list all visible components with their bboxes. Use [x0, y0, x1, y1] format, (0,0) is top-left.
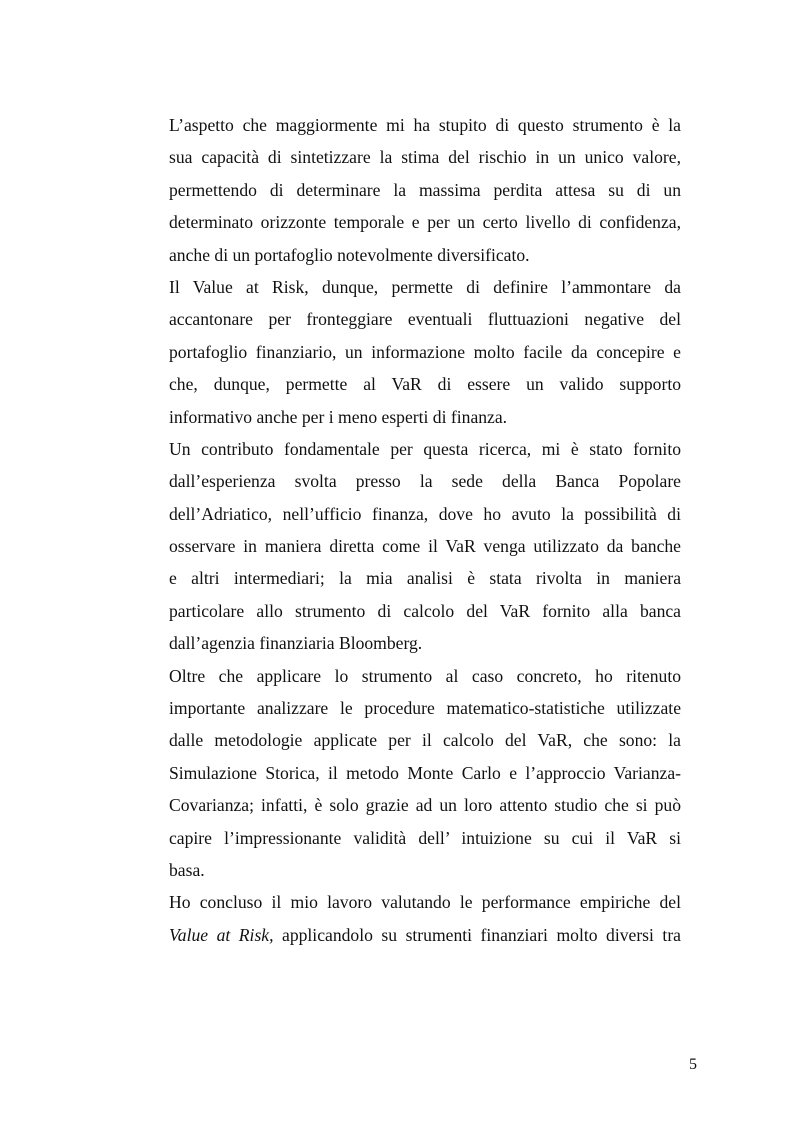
text-line: dell’Adriatico, nell’ufficio finanza, dove ho avuto la possibilità di [169, 503, 681, 524]
italic-term: Value at Risk, [169, 924, 274, 945]
paragraph-2 [169, 271, 681, 433]
text-line: portafoglio finanziario, un informazione molto facile da concepire e [169, 341, 681, 362]
text-line: accantonare per fronteggiare eventuali fluttuazioni negative del [169, 309, 681, 330]
text-line: osservare in maniera diretta come il VaR venga utilizzato da banche [169, 536, 681, 557]
text-line: Il Value at Risk, dunque, permette di definire l’ammontare da [169, 276, 681, 297]
text-line-mixed [169, 919, 681, 951]
text-line: capire l’impressionante validità dell’ intuizione su cui il VaR si [169, 827, 681, 848]
text-line: determinato orizzonte temporale e per un certo livello di confidenza, [169, 212, 681, 233]
text-line: dall’esperienza svolta presso la sede della Banca Popolare [169, 471, 681, 492]
text-line: Covarianza; infatti, è solo grazie ad un loro attento studio che si può [169, 795, 681, 816]
text-line: permettendo di determinare la massima perdita attesa su di un [169, 179, 681, 200]
text-line: anche di un portafoglio notevolmente diversificato. [169, 244, 530, 265]
text-line: Un contributo fondamentale per questa ricerca, mi è stato fornito [169, 438, 681, 459]
text-line: dalle metodologie applicate per il calcolo del VaR, che sono: la [169, 730, 681, 751]
text-fragment: applicandolo su strumenti finanziari molto diversi tra [273, 924, 681, 945]
text-line: particolare allo strumento di calcolo del VaR fornito alla banca [169, 600, 681, 621]
paragraph-1 [169, 109, 681, 271]
text-line: sua capacità di sintetizzare la stima del rischio in un unico valore, [169, 147, 681, 168]
page-number: 5 [689, 1056, 697, 1073]
paragraph-3 [169, 433, 681, 660]
paragraph-5 [169, 886, 681, 951]
text-line: e altri intermediari; la mia analisi è stata rivolta in maniera [169, 568, 681, 589]
text-line: Oltre che applicare lo strumento al caso concreto, ho ritenuto [169, 665, 681, 686]
text-line: importante analizzare le procedure matematico-statistiche utilizzate [169, 698, 681, 719]
text-line: Simulazione Storica, il metodo Monte Carlo e l’approccio Varianza- [169, 762, 681, 783]
text-line: che, dunque, permette al VaR di essere un valido supporto [169, 374, 681, 395]
body-text [169, 109, 681, 951]
text-line: Ho concluso il mio lavoro valutando le performance empiriche del [169, 892, 681, 913]
text-line: dall’agenzia finanziaria Bloomberg. [169, 633, 423, 654]
text-line: basa. [169, 859, 205, 880]
text-line: informativo anche per i meno esperti di finanza. [169, 406, 508, 427]
text-line: L’aspetto che maggiormente mi ha stupito di questo strumento è la [169, 115, 681, 135]
paragraph-4 [169, 660, 681, 887]
